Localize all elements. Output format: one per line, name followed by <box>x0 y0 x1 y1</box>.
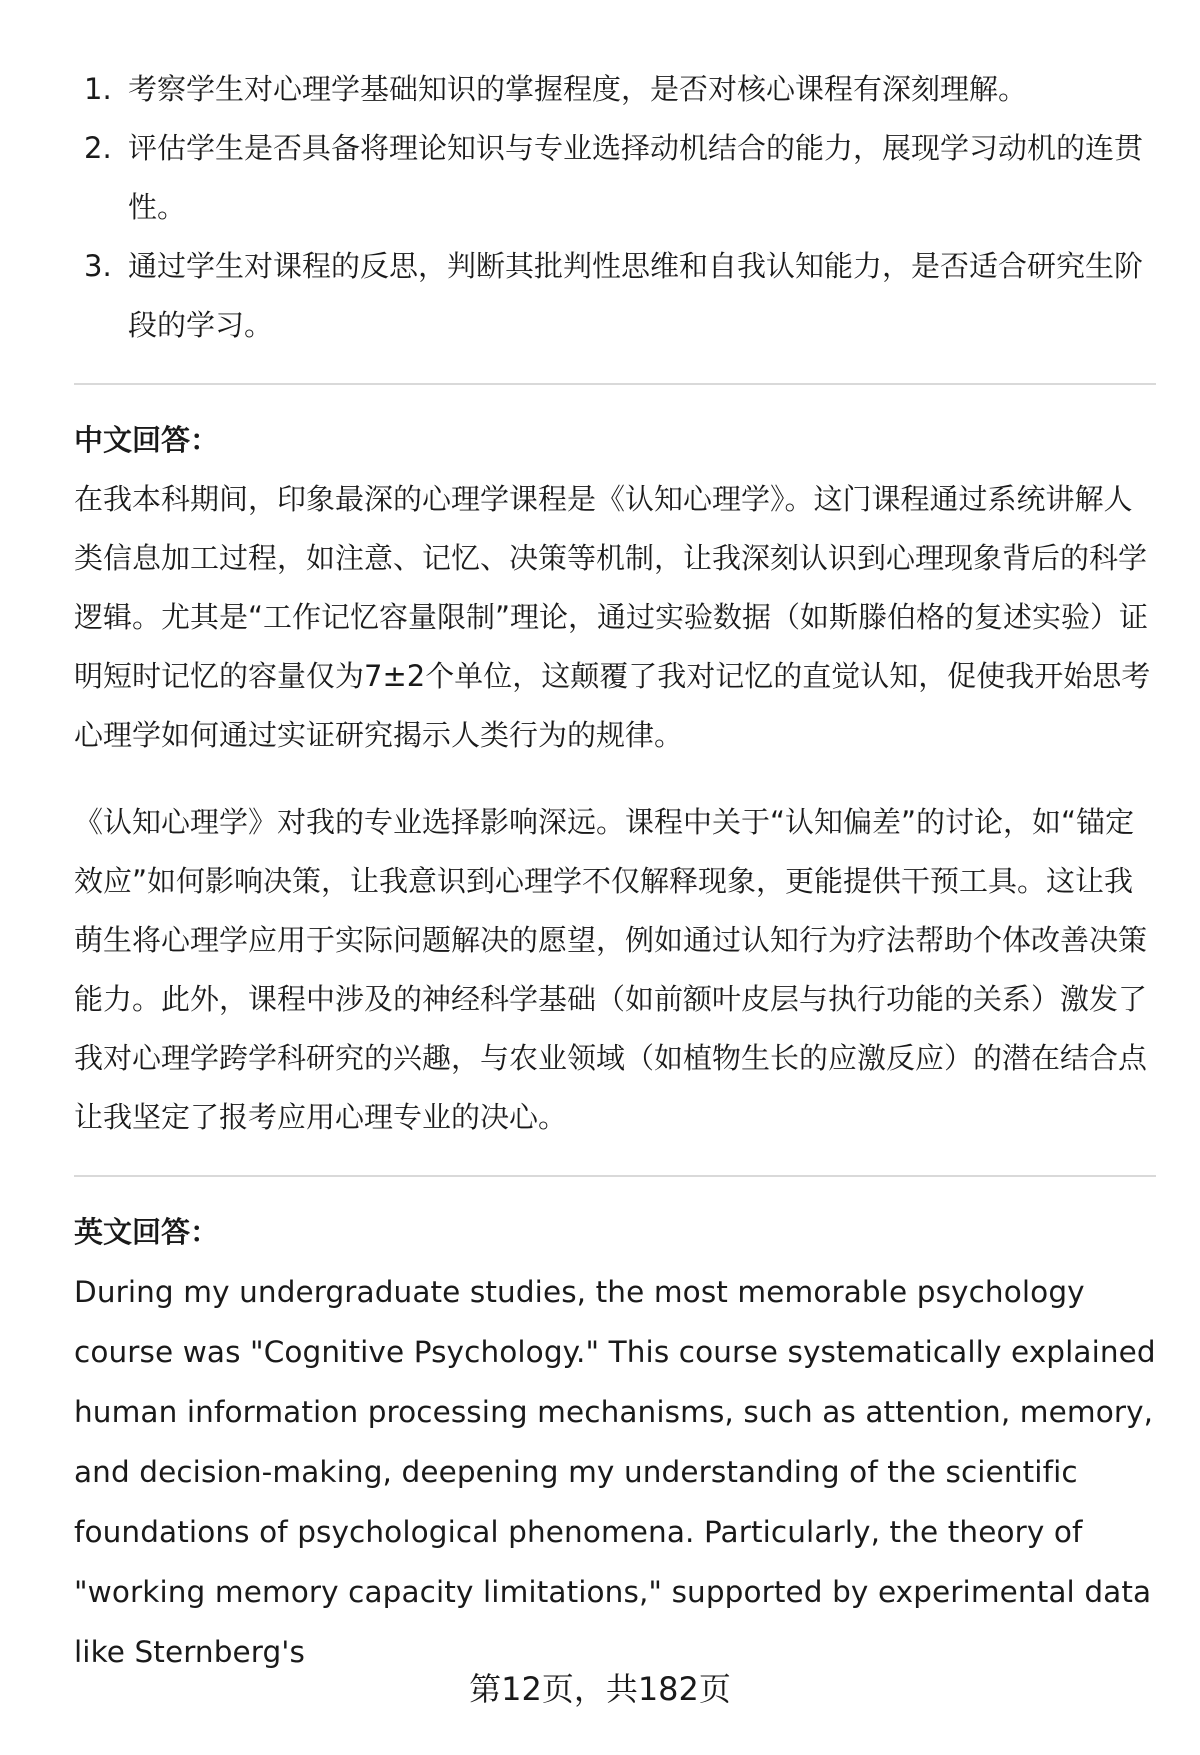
list-item <box>74 119 1156 237</box>
section-divider <box>74 1175 1156 1177</box>
list-text: 通过学生对课程的反思，判断其批判性思维和自我认知能力，是否适合研究生阶段的学习。 <box>128 249 1144 342</box>
list-number: 1. <box>84 72 112 106</box>
english-answer-heading: 英文回答： <box>74 1215 220 1249</box>
english-paragraph: During my undergraduate studies, the most memorable psychology course was "Cognitive Psychology." This course systematically explained human information processing mechanisms, such as attention, memory, and decision-making, deepening my understanding of the scientific foundations of psychological phenomena. Particularly, the theory of "working memory capacity limitations," supported by experimental data like Sternberg's <box>74 1275 1156 1669</box>
list-number: 3. <box>84 249 112 283</box>
list-item <box>74 237 1156 355</box>
english-answer-section <box>74 1203 1156 1682</box>
page-number: 第12页，共182页 <box>469 1670 731 1708</box>
chinese-paragraph: 在我本科期间，印象最深的心理学课程是《认知心理学》。这门课程通过系统讲解人类信息加工过程，如注意、记忆、决策等机制，让我深刻认识到心理现象背后的科学逻辑。尤其是“工作记忆容量限制”理论，通过实验数据（如斯滕伯格的复述实验）证明短时记忆的容量仅为7±2个单位，这颠覆了我对记忆的直觉认知，促使我开始思考心理学如何通过实证研究揭示人类行为的规律。 <box>74 482 1151 752</box>
chinese-answer-heading: 中文回答： <box>74 423 220 457</box>
chinese-answer-section <box>74 411 1156 1147</box>
list-number: 2. <box>84 131 112 165</box>
list-text: 评估学生是否具备将理论知识与专业选择动机结合的能力，展现学习动机的连贯性。 <box>128 131 1144 224</box>
chinese-paragraph: 《认知心理学》对我的专业选择影响深远。课程中关于“认知偏差”的讨论，如“锚定效应”如何影响决策，让我意识到心理学不仅解释现象，更能提供干预工具。这让我萌生将心理学应用于实际问题解决的愿望，例如通过认知行为疗法帮助个体改善决策能力。此外，课程中涉及的神经科学基础（如前额叶皮层与执行功能的关系）激发了我对心理学跨学科研究的兴趣，与农业领域（如植物生长的应激反应）的潜在结合点让我坚定了报考应用心理专业的决心。 <box>74 805 1148 1134</box>
document-page <box>74 60 1156 1682</box>
list-item <box>74 60 1156 119</box>
list-text: 考察学生对心理学基础知识的掌握程度，是否对核心课程有深刻理解。 <box>128 72 1028 106</box>
numbered-list <box>74 60 1156 355</box>
section-divider <box>74 383 1156 385</box>
